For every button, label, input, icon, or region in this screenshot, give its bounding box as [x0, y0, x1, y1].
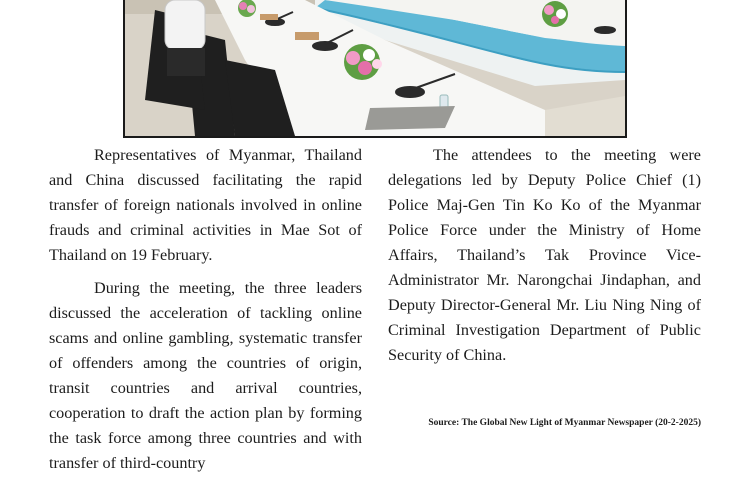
paragraph: The attendees to the meeting were delegations led by Deputy Police Chief (1) Police Maj-Gen Tin Ko Ko of the Myanmar Police Force under the Ministry of Home Affairs, Thailand’s Tak Province Vice-Administrator Mr. Narongchai Jindaphan, and Deputy Director-General Mr. Liu Ning Ning of Criminal Investigation Department of Public Security of China.: [388, 146, 701, 364]
notepad-1: [295, 32, 319, 40]
tray: [365, 106, 455, 130]
flower-arrangement-3: [542, 1, 568, 27]
article-right-column: [388, 143, 701, 376]
article-left-column: [49, 143, 362, 484]
paragraph: During the meeting, the three leaders discussed the acceleration of tackling online scams and online gambling, systematic transfer of offenders among the countries of origin, transit countries and arrival countries, cooperation to draft the action plan by forming the task force among three countries and with transfer of third-country: [49, 279, 362, 472]
paragraph: Representatives of Myanmar, Thailand and China discussed facilitating the rapid transfer of foreign nationals involved in online frauds and criminal activities in Mae Sot of Thailand on 19 February.: [49, 146, 362, 264]
meeting-photo: [123, 0, 627, 138]
source-citation: Source: The Global New Light of Myanmar Newspaper (20-2-2025): [428, 418, 701, 428]
meeting-photo-illustration: [125, 0, 625, 136]
notepad-2: [260, 14, 278, 20]
seated-person: [165, 0, 205, 76]
